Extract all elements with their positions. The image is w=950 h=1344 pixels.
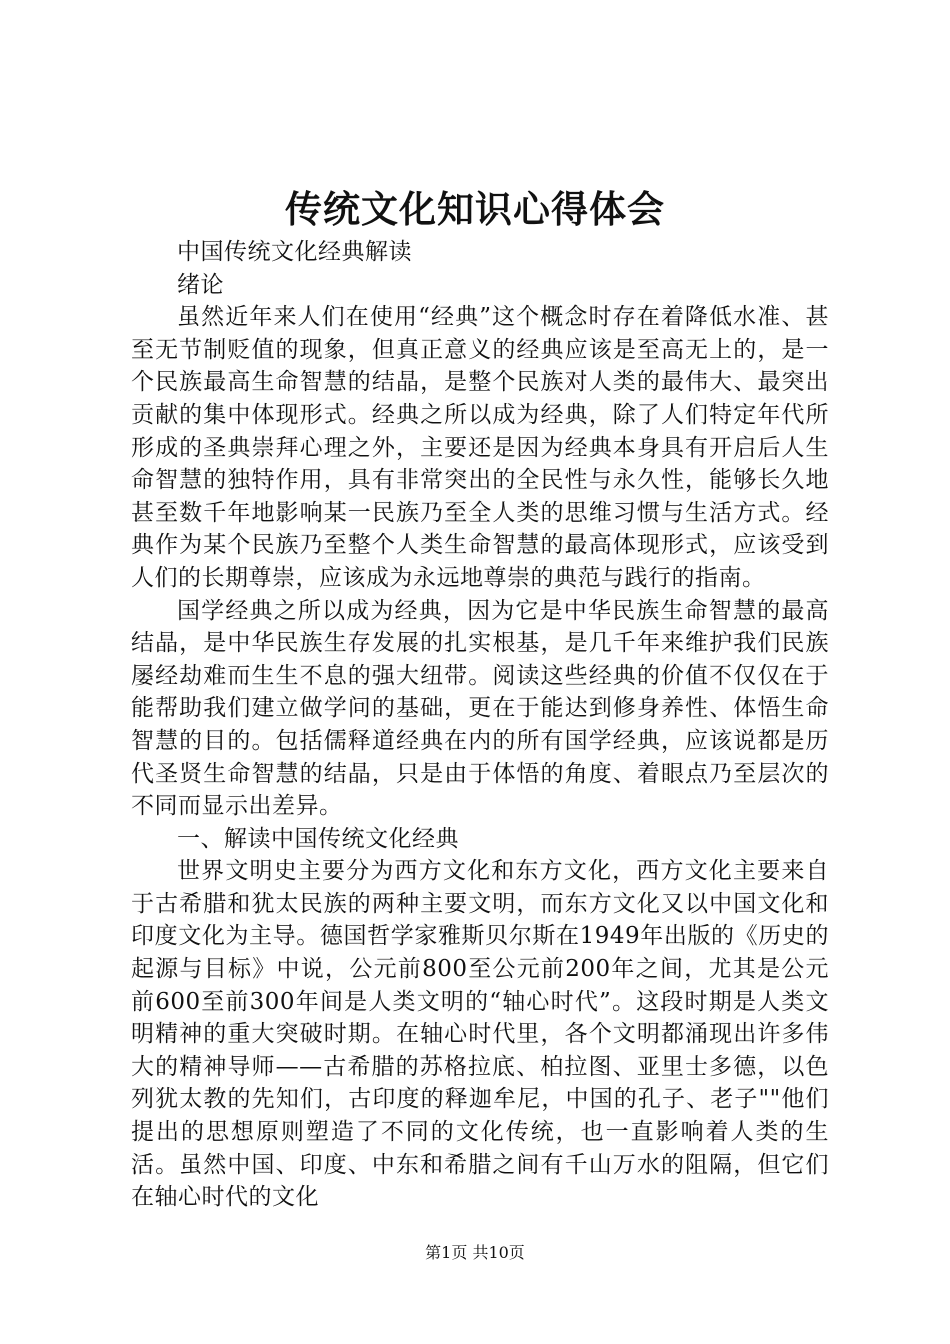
body-paragraph: 国学经典之所以成为经典，因为它是中华民族生命智慧的最高结晶，是中华民族生存发展的扎实根基，是几千年来维护我们民族屡经劫难而生生不息的强大纽带。阅读这些经典的价值不仅仅在于能帮助我们建立做学问的基础，更在于能达到修身养性、体悟生命智慧的目的。包括儒释道经典在内的所有国学经典，应该说都是历代圣贤生命智慧的结晶，只是由于体悟的角度、着眼点乃至层次的不同而显示出差异。 xyxy=(131,597,829,820)
body-paragraph: 世界文明史主要分为西方文化和东方文化，西方文化主要来自于古希腊和犹太民族的两种主要文明，而东方文化又以中国文化和印度文化为主导。德国哲学家雅斯贝尔斯在1949年出版的《历史的起源与目标》中说，公元前800至公元前200年之间，尤其是公元前600至前300年间是人类文明的“轴心时代”。这段时期是人类文明精神的重大突破时期。在轴心时代里，各个文明都涌现出许多伟大的精神导师——古希腊的苏格拉底、柏拉图、亚里士多德，以色列犹太教的先知们，古印度的释迦牟尼，中国的孔子、老子""他们提出的思想原则塑造了不同的文化传统，也一直影响着人类的生活。虽然中国、印度、中东和希腊之间有千山万水的阻隔，但它们在轴心时代的文化 xyxy=(131,858,829,1211)
body-paragraph: 虽然近年来人们在使用“经典”这个概念时存在着降低水准、甚至无节制贬值的现象，但真正意义的经典应该是至高无上的，是一个民族最高生命智慧的结晶，是整个民族对人类的最伟大、最突出贡献的集中体现形式。经典之所以成为经典，除了人们特定年代所形成的圣典崇拜心理之外，主要还是因为经典本身具有开启后人生命智慧的独特作用，具有非常突出的全民性与永久性，能够长久地甚至数千年地影响某一民族乃至全人类的思维习惯与生活方式。经典作为某个民族乃至整个人类生命智慧的最高体现形式，应该受到人们的长期尊崇，应该成为永远地尊崇的典范与践行的指南。 xyxy=(131,304,829,591)
subtitle-paragraph: 中国传统文化经典解读 xyxy=(177,239,412,265)
document-body xyxy=(131,236,829,1214)
document-title: 传统文化知识心得体会 xyxy=(285,187,665,231)
section-heading-introduction: 绪论 xyxy=(177,271,224,298)
section-heading-one: 一、解读中国传统文化经典 xyxy=(177,825,459,852)
page-footer: 第1页 共10页 xyxy=(425,1243,525,1262)
